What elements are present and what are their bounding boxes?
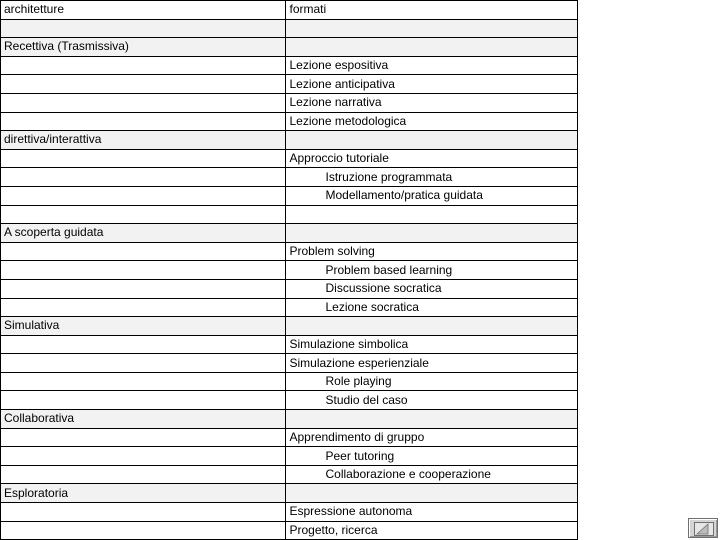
table-row [1, 317, 578, 336]
format-label: Problem based learning [325, 262, 453, 277]
format-label: Problem solving [289, 244, 375, 259]
table-row [1, 205, 578, 224]
format-cell [286, 521, 578, 540]
architecture-cell [1, 335, 286, 354]
format-cell [286, 317, 578, 336]
table-row [1, 391, 578, 410]
architecture-cell: A scoperta guidata [1, 224, 286, 243]
format-cell [286, 168, 578, 187]
format-label: Lezione anticipativa [289, 76, 395, 91]
table-row [1, 168, 578, 187]
table-row [1, 75, 578, 94]
table-row [1, 410, 578, 429]
previous-slide-icon [689, 519, 719, 539]
table-row [1, 224, 578, 243]
format-cell [286, 372, 578, 391]
architecture-cell [1, 372, 286, 391]
table-row [1, 354, 578, 373]
format-cell [286, 186, 578, 205]
table-row [1, 279, 578, 298]
format-cell [286, 298, 578, 317]
format-cell [286, 261, 578, 280]
table-row [1, 56, 578, 75]
format-label: Collaborazione e cooperazione [325, 467, 491, 482]
architecture-cell [1, 521, 286, 540]
format-cell [286, 428, 578, 447]
table-row [1, 242, 578, 261]
format-label: Peer tutoring [325, 448, 395, 463]
architecture-cell [1, 428, 286, 447]
table-row [1, 298, 578, 317]
table-row [1, 428, 578, 447]
table-row [1, 19, 578, 38]
architecture-cell [1, 447, 286, 466]
architecture-cell [1, 298, 286, 317]
architecture-cell [1, 93, 286, 112]
table-row [1, 38, 578, 57]
architecture-cell [1, 242, 286, 261]
table-row [1, 93, 578, 112]
table-row [1, 112, 578, 131]
format-cell [286, 112, 578, 131]
format-cell [286, 484, 578, 503]
architecture-cell [1, 149, 286, 168]
header-formati: formati [286, 1, 578, 20]
format-cell [286, 38, 578, 57]
architecture-cell: Esploratoria [1, 484, 286, 503]
previous-slide-button[interactable] [688, 518, 718, 538]
table-row [1, 447, 578, 466]
architecture-cell [1, 354, 286, 373]
architecture-cell [1, 261, 286, 280]
format-label: Studio del caso [325, 392, 408, 407]
format-cell [286, 93, 578, 112]
architecture-cell [1, 465, 286, 484]
format-cell [286, 131, 578, 150]
format-cell [286, 391, 578, 410]
format-cell [286, 410, 578, 429]
format-cell [286, 224, 578, 243]
format-label: Espressione autonoma [289, 504, 413, 519]
architecture-cell [1, 503, 286, 522]
table-row [1, 149, 578, 168]
architecture-cell [1, 186, 286, 205]
format-label: Apprendimento di gruppo [289, 429, 425, 444]
table-row [1, 261, 578, 280]
architecture-cell [1, 205, 286, 224]
format-cell [286, 447, 578, 466]
format-cell [286, 75, 578, 94]
architecture-cell [1, 391, 286, 410]
table-row [1, 131, 578, 150]
format-label: Simulazione simbolica [289, 336, 409, 351]
table-row [1, 521, 578, 540]
table-row [1, 335, 578, 354]
architecture-cell: Recettiva (Trasmissiva) [1, 38, 286, 57]
table-row [1, 503, 578, 522]
table-row [1, 465, 578, 484]
architecture-cell [1, 112, 286, 131]
format-label: Role playing [325, 374, 392, 389]
format-label: Lezione narrativa [289, 95, 382, 110]
format-cell [286, 503, 578, 522]
format-cell [286, 205, 578, 224]
format-label: Discussione socratica [325, 281, 442, 296]
table-header-row [1, 1, 578, 20]
architecture-cell [1, 75, 286, 94]
format-label: Lezione metodologica [289, 113, 407, 128]
architecture-cell [1, 279, 286, 298]
format-label: Approccio tutoriale [289, 151, 389, 166]
table-row [1, 484, 578, 503]
architecture-cell: Simulativa [1, 317, 286, 336]
header-architetture: architetture [1, 1, 286, 20]
format-cell [286, 19, 578, 38]
table-row [1, 372, 578, 391]
format-label: Modellamento/pratica guidata [325, 188, 483, 203]
table-row [1, 186, 578, 205]
format-cell [286, 149, 578, 168]
format-cell [286, 335, 578, 354]
format-label: Simulazione esperienziale [289, 355, 429, 370]
format-label: Istruzione programmata [325, 169, 453, 184]
format-label: Lezione socratica [325, 299, 419, 314]
format-cell [286, 354, 578, 373]
format-cell [286, 56, 578, 75]
architecture-cell [1, 56, 286, 75]
architecture-cell [1, 168, 286, 187]
architecture-cell: direttiva/interattiva [1, 131, 286, 150]
format-cell [286, 242, 578, 261]
format-cell [286, 279, 578, 298]
architecture-cell: Collaborativa [1, 410, 286, 429]
format-cell [286, 465, 578, 484]
architecture-cell [1, 19, 286, 38]
format-label: Progetto, ricerca [289, 522, 378, 537]
format-label: Lezione espositiva [289, 58, 389, 73]
